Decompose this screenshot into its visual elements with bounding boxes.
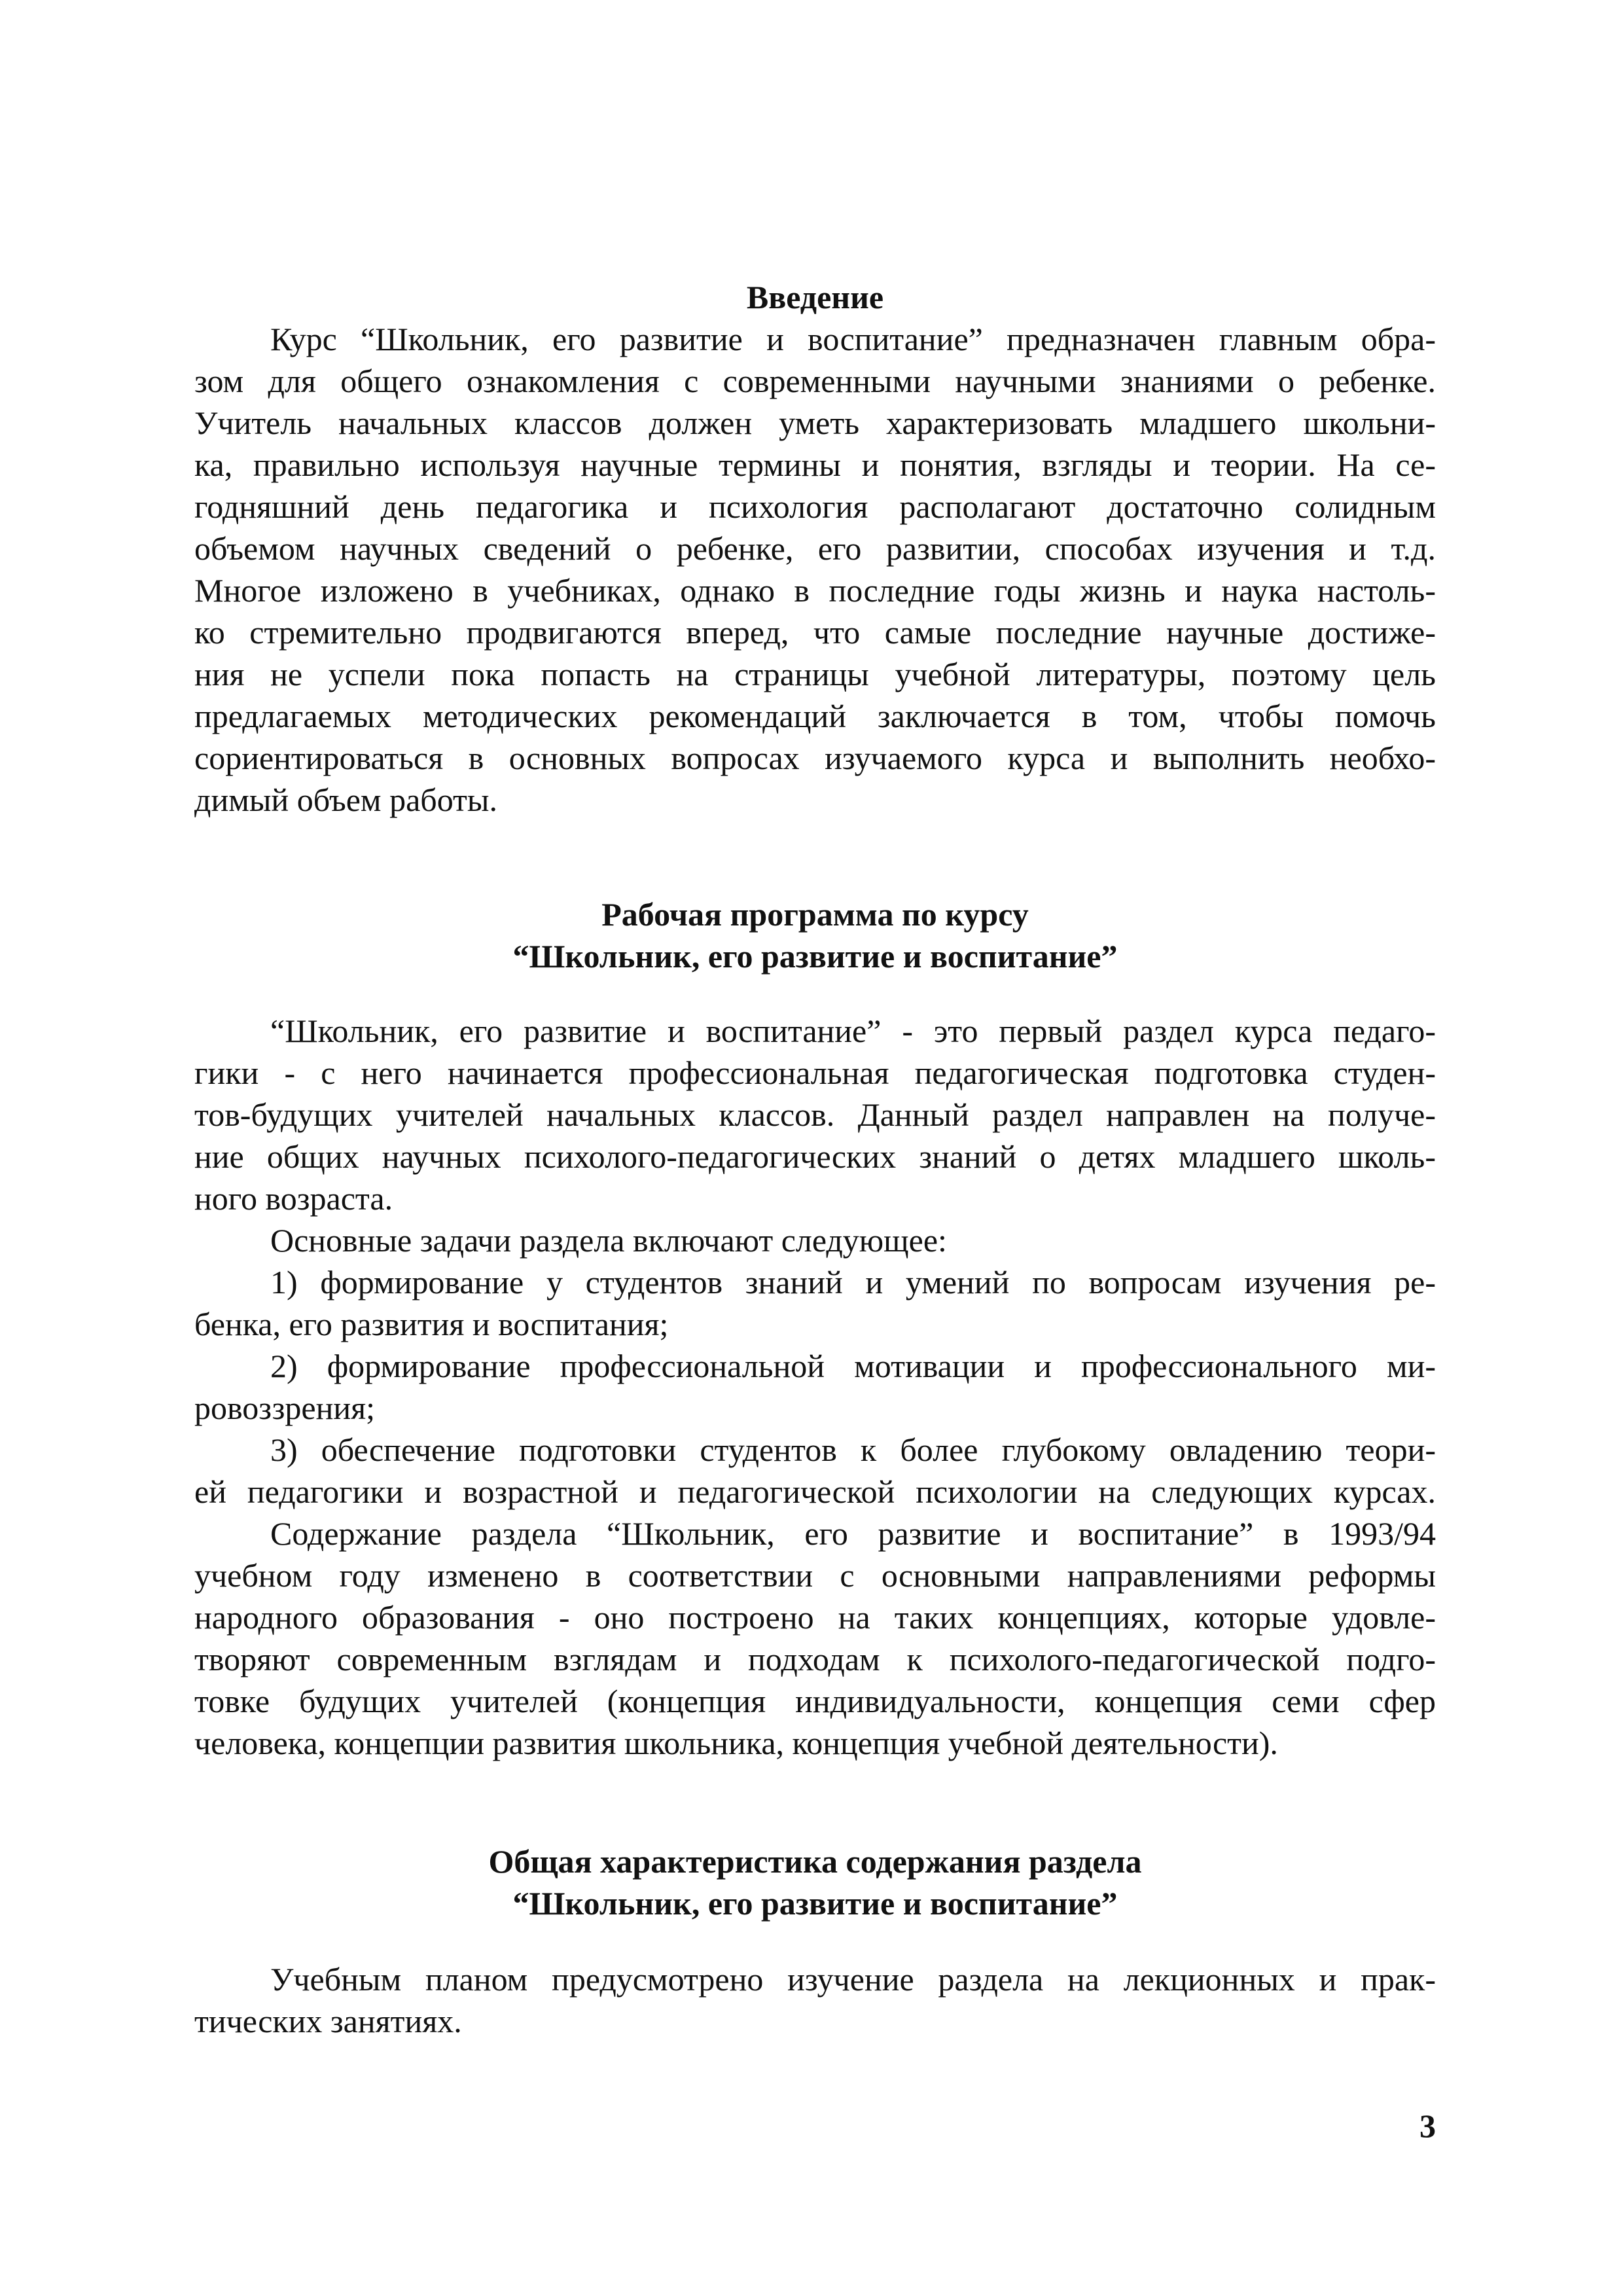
intro-paragraph-line: объемом научных сведений о ребенке, его развитии, способах изучения и т.д. bbox=[194, 530, 1436, 567]
program-heading-line1: Рабочая программа по курсу bbox=[601, 896, 1029, 933]
overview-heading-line1: Общая характеристика содержания раздела bbox=[488, 1843, 1142, 1880]
program-paragraph-line: творяют современным взглядам и подходам к психолого-педагогической подго- bbox=[194, 1641, 1436, 1677]
intro-heading: Введение bbox=[746, 279, 884, 315]
intro-paragraph-line: сориентироваться в основных вопросах изучаемого курса и выполнить необхо- bbox=[194, 740, 1436, 776]
program-paragraph-line: ние общих научных психолого-педагогических знаний о детях младшего школь- bbox=[194, 1138, 1436, 1175]
program-paragraph-line: народного образования - оно построено на таких концепциях, которые удовле- bbox=[194, 1599, 1436, 1636]
program-paragraph-line: учебном году изменено в соответствии с основными направлениями реформы bbox=[194, 1557, 1436, 1594]
intro-paragraph-line: предлагаемых методических рекомендаций заключается в том, чтобы помочь bbox=[194, 698, 1436, 734]
intro-paragraph-line: ка, правильно используя научные термины и понятия, взгляды и теории. На се- bbox=[194, 446, 1436, 483]
task-item-2-line: ровоззрения; bbox=[194, 1390, 375, 1426]
intro-paragraph-line: Курс “Школьник, его развитие и воспитание” предназначен главным обра- bbox=[270, 321, 1436, 357]
task-item-3-line: 3) обеспечение подготовки студентов к более глубокому овладению теори- bbox=[270, 1431, 1436, 1468]
task-item-1-line: бенка, его развития и воспитания; bbox=[194, 1306, 669, 1342]
tasks-intro-line: Основные задачи раздела включают следующее: bbox=[270, 1222, 947, 1259]
program-paragraph-line: “Школьник, его развитие и воспитание” - это первый раздел курса педаго- bbox=[270, 1013, 1436, 1049]
task-item-1-line: 1) формирование у студентов знаний и умений по вопросам изучения ре- bbox=[270, 1264, 1436, 1300]
intro-paragraph-line: ния не успели пока попасть на страницы учебной литературы, поэтому цель bbox=[194, 656, 1436, 692]
program-paragraph-line: гики - с него начинается профессиональная педагогическая подготовка студен- bbox=[194, 1054, 1436, 1091]
program-heading-line2: “Школьник, его развитие и воспитание” bbox=[512, 938, 1118, 975]
task-item-3-line: ей педагогики и возрастной и педагогической психологии на следующих курсах. bbox=[194, 1473, 1436, 1510]
program-paragraph-line: Содержание раздела “Школьник, его развитие и воспитание” в 1993/94 bbox=[270, 1515, 1436, 1552]
intro-paragraph-line: Учитель начальных классов должен уметь характеризовать младшего школьни- bbox=[194, 404, 1436, 441]
program-paragraph-line: ного возраста. bbox=[194, 1180, 393, 1217]
task-item-2-line: 2) формирование профессиональной мотивации и профессионального ми- bbox=[270, 1348, 1436, 1384]
intro-paragraph-line: годняшний день педагогика и психология располагают достаточно солидным bbox=[194, 488, 1436, 525]
page-number: 3 bbox=[1419, 2108, 1436, 2144]
program-paragraph-line: человека, концепции развития школьника, концепция учебной деятельности). bbox=[194, 1725, 1278, 1761]
program-paragraph-line: тов-будущих учителей начальных классов. Данный раздел направлен на получе- bbox=[194, 1096, 1436, 1133]
program-paragraph-line: товке будущих учителей (концепция индивидуальности, концепция семи сфер bbox=[194, 1683, 1436, 1719]
intro-paragraph-line: ко стремительно продвигаются вперед, что самые последние научные достиже- bbox=[194, 614, 1436, 651]
intro-paragraph-line: зом для общего ознакомления с современными научными знаниями о ребенке. bbox=[194, 363, 1436, 399]
intro-paragraph-line: димый объем работы. bbox=[194, 781, 497, 818]
overview-paragraph-line: тических занятиях. bbox=[194, 2003, 462, 2039]
intro-paragraph-line: Многое изложено в учебниках, однако в последние годы жизнь и наука настоль- bbox=[194, 572, 1436, 609]
overview-paragraph-line: Учебным планом предусмотрено изучение раздела на лекционных и прак- bbox=[270, 1961, 1436, 1998]
overview-heading-line2: “Школьник, его развитие и воспитание” bbox=[512, 1885, 1118, 1922]
